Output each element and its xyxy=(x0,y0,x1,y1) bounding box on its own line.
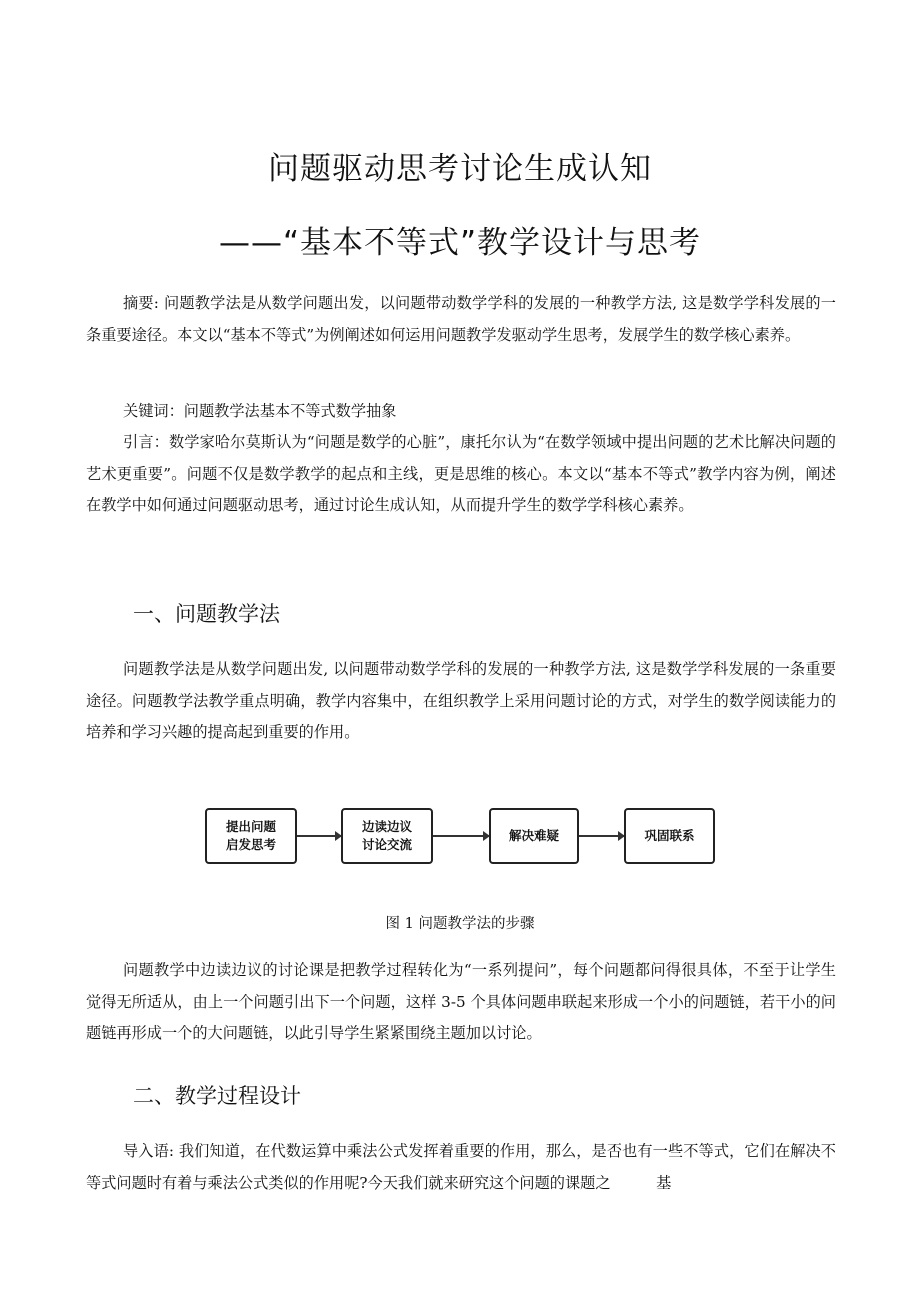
section-2-heading: 二、教学过程设计 xyxy=(133,1084,301,1108)
flow-arrow-3 xyxy=(579,835,624,837)
abstract-paragraph: 摘要: 问题教学法是从数学问题出发，以问题带动数学学科的发展的一种教学方法, 这是数学学科发展的一条重要途径。本文以“基本不等式”为例阐述如何运用问题教学发驱动学生思考，发展学生的数学核心素养。 xyxy=(86,294,836,344)
keywords-paragraph: 关键词：问题教学法基本不等式数学抽象 xyxy=(123,402,397,420)
flow-step-2-line-1: 边读边议 xyxy=(361,819,412,834)
intro-paragraph: 引言：数学家哈尔莫斯认为“问题是数学的心脏”，康托尔认为“在数学领域中提出问题的艺术比解决问题的艺术更重要”。问题不仅是数学教学的起点和主线，更是思维的核心。本文以“基本不等式”教学内容为例，阐述在教学中如何通过问题驱动思考，通过讨论生成认知，从而提升学生的数学学科核心素养。 xyxy=(86,433,836,514)
section-1-paragraph-1: 问题教学法是从数学问题出发, 以问题带动数学学科的发展的一种教学方法, 这是数学学科发展的一条重要途径。问题教学法教学重点明确，教学内容集中，在组织教学上采用问题讨论的方式，对学生的数学阅读能力的培养和学习兴趣的提高起到重要的作用。 xyxy=(86,660,836,741)
flow-step-3-line-1: 解决难疑 xyxy=(508,828,559,843)
flow-step-2 xyxy=(341,808,433,864)
flow-step-1 xyxy=(205,808,297,864)
flow-arrow-1 xyxy=(297,835,341,837)
flow-step-4-line-1: 巩固联系 xyxy=(644,828,695,843)
figure-caption: 图 1 问题教学法的步骤 xyxy=(385,916,535,932)
section-1-heading: 一、问题教学法 xyxy=(133,602,280,626)
flow-step-2-line-2: 讨论交流 xyxy=(361,837,412,852)
title-line-1: 问题驱动思考讨论生成认知 xyxy=(268,151,652,187)
flow-arrow-2 xyxy=(433,835,489,837)
flow-step-4 xyxy=(624,808,715,864)
flow-step-1-line-1: 提出问题 xyxy=(225,819,276,834)
title-line-2: ——“基本不等式”教学设计与思考 xyxy=(218,225,702,261)
flow-step-1-line-2: 启发思考 xyxy=(225,837,276,852)
section-2-paragraph-1: 导入语: 我们知道，在代数运算中乘法公式发挥着重要的作用，那么，是否也有一些不等式，它们在解决不等式问题时有着与乘法公式类似的作用呢?今天我们就来研究这个问题的课题之 基 xyxy=(86,1142,836,1192)
section-1-paragraph-2: 问题教学中边读边议的讨论课是把教学过程转化为“一系列提问”，每个问题都问得很具体，不至于让学生觉得无所适从，由上一个问题引出下一个问题，这样 3-5 个具体问题串联起来形成一个小的问题链，若干小的问题链再形成一个的大问题链，以此引导学生紧紧围绕主题加以讨论。 xyxy=(86,961,836,1042)
flow-step-3 xyxy=(489,808,579,864)
